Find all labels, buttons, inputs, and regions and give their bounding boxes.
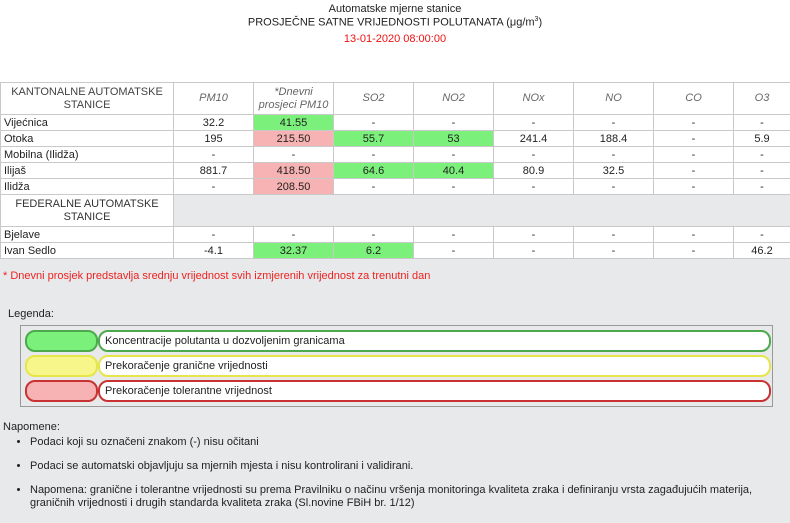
legend-label: Prekoračenje tolerantne vrijednost: [98, 380, 771, 402]
value-cell: -: [174, 147, 254, 163]
value-cell: -: [574, 147, 654, 163]
value-cell: -: [574, 243, 654, 259]
page-header: [0, 0, 790, 82]
legend-item: [21, 330, 772, 352]
value-cell: -: [654, 179, 734, 195]
table-row: [1, 227, 790, 243]
column-header: NO: [574, 83, 654, 115]
pollutant-table: [0, 82, 790, 259]
value-cell: -: [174, 227, 254, 243]
value-cell: -: [494, 115, 574, 131]
value-cell: 80.9: [494, 163, 574, 179]
value-cell: 55.7: [334, 131, 414, 147]
value-cell: -: [494, 227, 574, 243]
station-name: Ivan Sedlo: [1, 243, 174, 259]
legend-label: Koncentracije polutanta u dozvoljenim granicama: [98, 330, 771, 352]
legend-swatch: [25, 380, 98, 402]
column-header: SO2: [334, 83, 414, 115]
value-cell: 5.9: [734, 131, 790, 147]
column-header: O3: [734, 83, 790, 115]
value-cell: -: [574, 115, 654, 131]
header-timestamp: 13-01-2020 08:00:00: [343, 33, 447, 45]
value-cell: -: [734, 227, 790, 243]
value-cell: 64.6: [334, 163, 414, 179]
value-cell: 46.2: [734, 243, 790, 259]
value-cell: -: [574, 227, 654, 243]
value-cell: -: [414, 179, 494, 195]
group-header-kantonalne: KANTONALNE AUTOMATSKE STANICE: [1, 83, 174, 115]
value-cell: -: [334, 227, 414, 243]
footnote: * Dnevni prosjek predstavlja srednju vrijednost svih izmjerenih vrijednost za trenutni dan: [3, 270, 431, 282]
value-cell: -: [654, 163, 734, 179]
value-cell: 418.50: [254, 163, 334, 179]
value-cell: -: [734, 179, 790, 195]
value-cell: -: [494, 179, 574, 195]
legend-item: [21, 355, 772, 377]
value-cell: -: [174, 179, 254, 195]
value-cell: -: [334, 115, 414, 131]
federal-group-row: [1, 195, 790, 227]
value-cell: -: [414, 227, 494, 243]
column-header: *Dnevni prosjeci PM10: [254, 83, 334, 115]
group-header-federalne: FEDERALNE AUTOMATSKE STANICE: [1, 195, 174, 227]
table-row: [1, 243, 790, 259]
value-cell: 41.55: [254, 115, 334, 131]
station-name: Ilidža: [1, 179, 174, 195]
value-cell: 188.4: [574, 131, 654, 147]
column-header: CO: [654, 83, 734, 115]
value-cell: -: [654, 243, 734, 259]
value-cell: -: [734, 147, 790, 163]
value-cell: -: [654, 227, 734, 243]
legend-title: Legenda:: [8, 308, 54, 320]
value-cell: 53: [414, 131, 494, 147]
table-row: [1, 131, 790, 147]
legend-box: [20, 325, 773, 407]
column-header: PM10: [174, 83, 254, 115]
value-cell: 195: [174, 131, 254, 147]
header-subtitle: PROSJEČNE SATNE VRIJEDNOSTI POLUTANATA $(\mu g/m^3)$: [247, 16, 543, 29]
value-cell: 881.7: [174, 163, 254, 179]
value-cell: 40.4: [414, 163, 494, 179]
table-row: [1, 115, 790, 131]
note-item: • Napomena: granične i tolerantne vrijednosti su prema Pravilniku o načinu vršenja monitoringa kvaliteta zraka i definiranju vrsta zagađujućih materija, graničnih vrijednosti i drugih standarda kvaliteta zraka (Sl.novine FBiH br. 1/12): [30, 484, 790, 510]
value-cell: 241.4: [494, 131, 574, 147]
value-cell: 6.2: [334, 243, 414, 259]
station-name: Bjelave: [1, 227, 174, 243]
value-cell: 32.5: [574, 163, 654, 179]
value-cell: -: [494, 147, 574, 163]
value-cell: -: [734, 163, 790, 179]
value-cell: -: [654, 115, 734, 131]
value-cell: 208.50: [254, 179, 334, 195]
table-row: [1, 163, 790, 179]
value-cell: -: [414, 115, 494, 131]
table-header-row: [1, 83, 790, 115]
station-name: Ilijaš: [1, 163, 174, 179]
station-name: Mobilna (Ilidža): [1, 147, 174, 163]
legend-swatch: [25, 330, 98, 352]
value-cell: -: [494, 243, 574, 259]
header-title: Automatske mjerne stanice: [328, 3, 462, 15]
value-cell: 32.2: [174, 115, 254, 131]
value-cell: -: [734, 115, 790, 131]
legend-label: Prekoračenje granične vrijednosti: [98, 355, 771, 377]
value-cell: -: [334, 179, 414, 195]
value-cell: 32.37: [254, 243, 334, 259]
station-name: Vijećnica: [1, 115, 174, 131]
value-cell: -: [654, 147, 734, 163]
notes-title: Napomene:: [3, 421, 60, 433]
legend-swatch: [25, 355, 98, 377]
value-cell: -: [654, 131, 734, 147]
table-row: [1, 147, 790, 163]
value-cell: -: [254, 147, 334, 163]
value-cell: -: [334, 147, 414, 163]
value-cell: -: [574, 179, 654, 195]
notes-list: [15, 436, 790, 521]
station-name: Otoka: [1, 131, 174, 147]
value-cell: 215.50: [254, 131, 334, 147]
value-cell: -: [414, 243, 494, 259]
value-cell: -: [254, 227, 334, 243]
column-header: NO2: [414, 83, 494, 115]
column-header: NOx: [494, 83, 574, 115]
note-item: • Podaci se automatski objavljuju sa mjernih mjesta i nisu kontrolirani i validirani.: [30, 460, 790, 473]
legend-item: [21, 380, 772, 402]
value-cell: -4.1: [174, 243, 254, 259]
table-row: [1, 179, 790, 195]
value-cell: -: [414, 147, 494, 163]
group-spacer: [174, 195, 790, 227]
note-item: • Podaci koji su označeni znakom (-) nisu očitani: [30, 436, 790, 449]
